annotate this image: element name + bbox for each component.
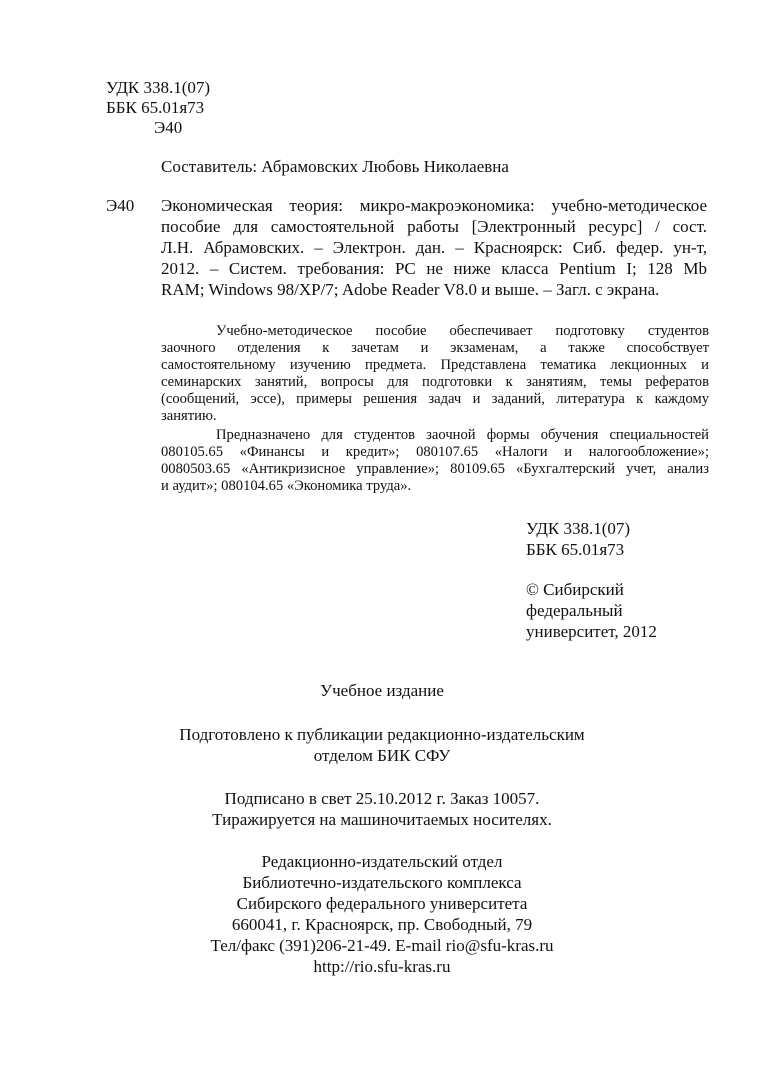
publisher-address: 660041, г. Красноярск, пр. Свободный, 79 [231,915,533,934]
abstract-line: самостоятельному изучению предмета. Представлена тематика лекционных и [161,357,709,373]
right-udk: УДК 338.1(07) [526,519,631,538]
copyright-line: федеральный [526,601,623,620]
right-bbk: ББК 65.01я73 [526,540,625,559]
entry-line: Экономическая теория: микро-макроэкономика: учебно-методическое [161,196,707,215]
signed-line: Тиражируется на машиночитаемых носителях. [212,810,552,829]
entry-line: Л.Н. Абрамовских. – Электрон. дан. – Красноярск: Сиб. федер. ун-т, [161,238,707,257]
signed-line: Подписано в свет 25.10.2012 г. Заказ 10057. [224,789,540,808]
publisher-contacts: Тел/факс (391)206-21-49. E-mail rio@sfu-kras.ru [210,936,554,955]
author-mark: Э40 [154,118,183,137]
abstract-line: (сообщений, эссе), примеры решения задач и заданий, литература к каждому [161,391,709,407]
copyright-line: университет, 2012 [526,622,657,641]
abstract-line: Учебно-методическое пособие обеспечивает подготовку студентов [216,323,709,339]
abstract-line: занятию. [161,408,217,424]
copyright-line: © Сибирский [526,580,624,599]
entry-line: пособие для самостоятельной работы [Электронный ресурс] / сост. [161,217,707,236]
abstract-line: заочного отделения к зачетам и экзаменам, а также способствует [161,340,709,356]
abstract-line: 0080503.65 «Антикризисное управление»; 80109.65 «Бухгалтерский учет, анализ [161,461,709,477]
publisher-line: Библиотечно-издательского комплекса [242,873,522,892]
publisher-url: http://rio.sfu-kras.ru [313,957,451,976]
publisher-line: Сибирского федерального университета [236,894,528,913]
entry-author-mark: Э40 [106,196,135,215]
prepared-line: отделом БИК СФУ [313,746,451,765]
edition-type: Учебное издание [320,681,444,700]
abstract-line: семинарских занятий, вопросы для подготовки к занятиям, темы рефератов [161,374,709,390]
abstract-line: Предназначено для студентов заочной формы обучения специальностей [216,427,709,443]
publisher-line: Редакционно-издательский отдел [261,852,503,871]
compiler-line: Составитель: Абрамовских Любовь Николаевна [161,157,509,176]
prepared-line: Подготовлено к публикации редакционно-издательским [179,725,585,744]
abstract-line: и аудит»; 080104.65 «Экономика труда». [161,478,412,494]
udk-code: УДК 338.1(07) [106,78,211,97]
bbk-code: ББК 65.01я73 [106,98,205,117]
abstract-line: 080105.65 «Финансы и кредит»; 080107.65 «Налоги и налогообложение»; [161,444,709,460]
entry-line: 2012. – Систем. требования: PC не ниже класса Pentium I; 128 Mb [161,259,707,278]
entry-line: RAM; Windows 98/XP/7; Adobe Reader V8.0 и выше. – Загл. с экрана. [161,280,660,299]
